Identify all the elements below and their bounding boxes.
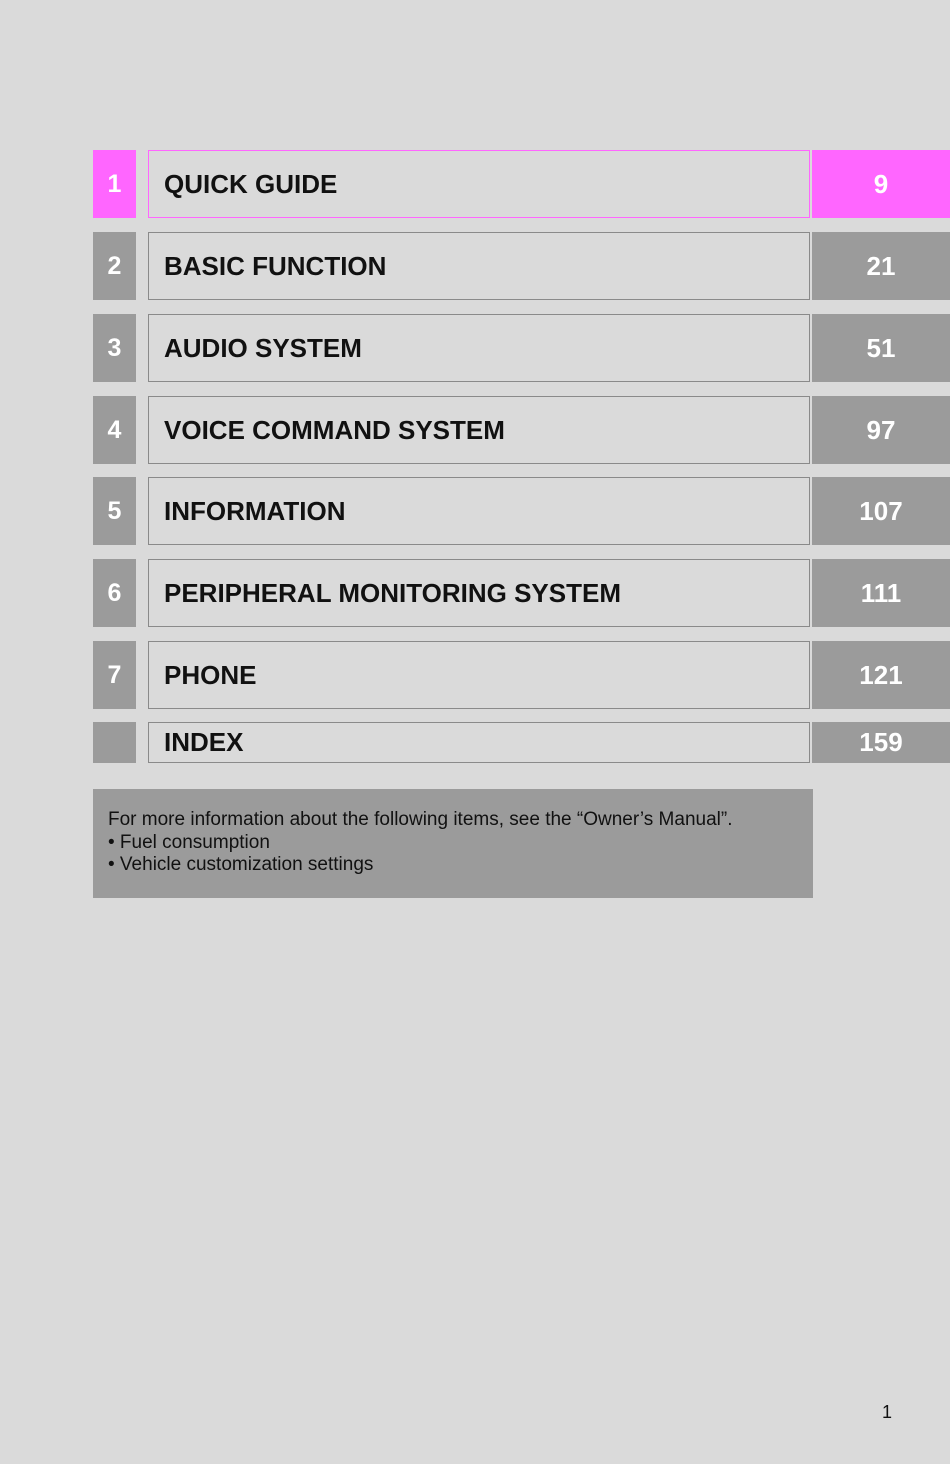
chapter-page[interactable]: 121 xyxy=(812,641,950,709)
toc-row-audio-system[interactable] xyxy=(0,314,950,382)
chapter-number: 7 xyxy=(93,641,136,709)
chapter-number: 6 xyxy=(93,559,136,627)
page-number: 1 xyxy=(882,1402,893,1422)
chapter-page[interactable]: 107 xyxy=(812,477,950,545)
chapter-page[interactable]: 159 xyxy=(812,722,950,763)
note-bullet-item: • Fuel consumption xyxy=(108,832,270,853)
owners-manual-note xyxy=(93,789,813,898)
chapter-page[interactable]: 9 xyxy=(812,150,950,218)
toc-row-peripheral-monitoring-system[interactable] xyxy=(0,559,950,627)
chapter-number: 2 xyxy=(93,232,136,300)
chapter-title[interactable]: INFORMATION xyxy=(148,477,810,545)
chapter-page[interactable]: 51 xyxy=(812,314,950,382)
toc-row-voice-command-system[interactable] xyxy=(0,396,950,464)
toc-row-information[interactable] xyxy=(0,477,950,545)
chapter-title[interactable]: PERIPHERAL MONITORING SYSTEM xyxy=(148,559,810,627)
chapter-number: 1 xyxy=(93,150,136,218)
note-bullet-item: • Vehicle customization settings xyxy=(108,854,374,875)
chapter-number: 5 xyxy=(93,477,136,545)
chapter-title[interactable]: VOICE COMMAND SYSTEM xyxy=(148,396,810,464)
toc-row-index[interactable] xyxy=(0,722,950,763)
chapter-title[interactable]: PHONE xyxy=(148,641,810,709)
chapter-title[interactable]: AUDIO SYSTEM xyxy=(148,314,810,382)
chapter-page[interactable]: 97 xyxy=(812,396,950,464)
chapter-title[interactable]: INDEX xyxy=(148,722,810,763)
note-intro: For more information about the following items, see the “Owner’s Manual”. xyxy=(108,809,733,830)
chapter-title[interactable]: BASIC FUNCTION xyxy=(148,232,810,300)
chapter-page[interactable]: 111 xyxy=(812,559,950,627)
toc-row-basic-function[interactable] xyxy=(0,232,950,300)
toc-row-phone[interactable] xyxy=(0,641,950,709)
chapter-number xyxy=(93,722,136,763)
chapter-title[interactable]: QUICK GUIDE xyxy=(148,150,810,218)
toc-row-quick-guide[interactable] xyxy=(0,150,950,218)
chapter-page[interactable]: 21 xyxy=(812,232,950,300)
chapter-number: 3 xyxy=(93,314,136,382)
chapter-number: 4 xyxy=(93,396,136,464)
